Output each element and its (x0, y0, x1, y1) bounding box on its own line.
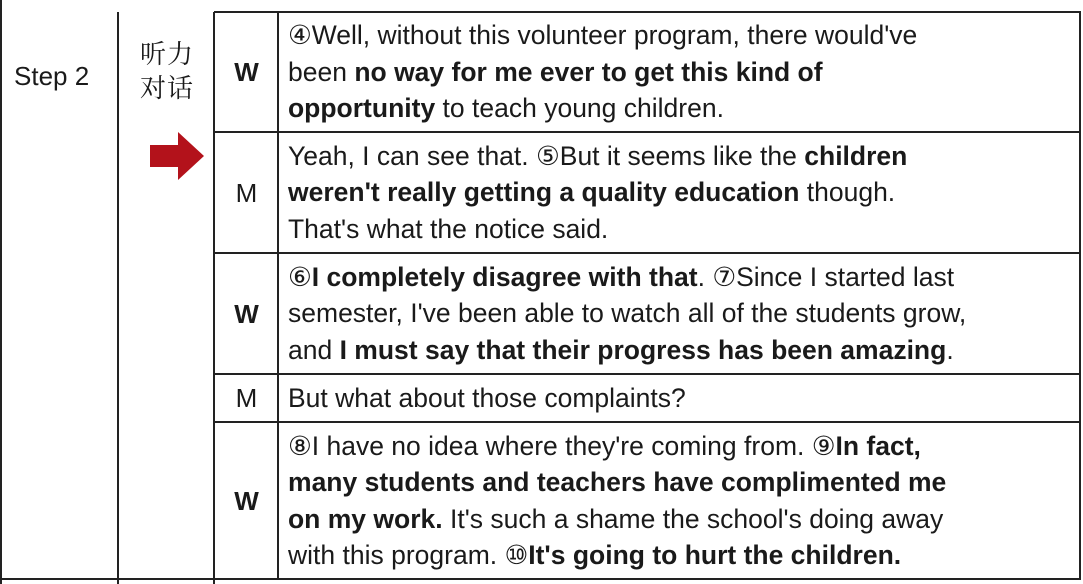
bold-phrase: I completely disagree with that (311, 261, 698, 292)
plain-phrase: ⑧I have no idea where they're coming from. ⑨ (288, 430, 836, 461)
dialogue-line (288, 380, 1078, 417)
plain-phrase: though. (799, 177, 896, 208)
plain-phrase: ④Well, without this volunteer program, there would've (288, 20, 918, 51)
right-border (1079, 12, 1081, 580)
plain-phrase: with this program. ⑩ (288, 540, 529, 570)
step-label: Step 2 (14, 61, 90, 91)
plain-phrase: But what about those complaints? (288, 382, 686, 413)
dialogue-line (288, 501, 1078, 538)
dialogue-line (288, 90, 1078, 127)
plain-phrase: ⑥ (288, 261, 312, 292)
row-divider (214, 421, 1081, 423)
plain-phrase: and (288, 334, 340, 365)
bold-phrase: children (804, 140, 908, 171)
dialogue-line (288, 211, 1078, 248)
bold-phrase: weren't really getting a quality education (288, 177, 800, 208)
plain-phrase: Yeah, I can see that. ⑤But it seems like the (288, 140, 805, 171)
section-label-line: 对话 (139, 74, 194, 104)
dialogue-line (288, 428, 1078, 465)
plain-phrase: to teach young children. (435, 93, 724, 124)
speaker-label: W (234, 485, 259, 516)
bold-phrase: It's going to hurt the children. (528, 540, 902, 570)
bold-phrase: many students and teachers have complimented me (288, 467, 947, 497)
bold-phrase: no way for me ever to get this kind of (354, 56, 823, 87)
speaker-label: W (234, 57, 259, 87)
dialogue-line (288, 537, 1078, 574)
section-label-line: 听力 (139, 40, 194, 70)
bold-phrase: on my work. (288, 503, 443, 534)
speaker-label: W (234, 298, 259, 329)
dialogue-line (288, 295, 1078, 332)
row-divider (214, 131, 1081, 133)
bold-phrase: opportunity (288, 93, 436, 124)
dialogue-line (288, 259, 1078, 296)
speaker-label: M (235, 383, 258, 413)
plain-phrase: . (946, 334, 954, 365)
bold-phrase: I must say that their progress has been amazing (339, 334, 947, 365)
speaker-column-divider (277, 12, 279, 580)
row-divider (214, 252, 1081, 254)
table-bottom-border (0, 578, 1081, 580)
dialogue-line (288, 174, 1078, 211)
plain-phrase: semester, I've been able to watch all of the students grow, (288, 298, 967, 329)
section-label (120, 38, 214, 106)
table-top-border (214, 11, 1081, 13)
plain-phrase: been (288, 56, 355, 87)
plain-phrase: It's such a shame the school's doing away (442, 503, 944, 534)
dialogue-line (288, 332, 1078, 369)
left-border (0, 0, 2, 584)
dialogue-line (288, 138, 1078, 175)
speaker-label: M (235, 177, 258, 208)
right-arrow-icon (148, 130, 206, 182)
plain-phrase: That's what the notice said. (288, 213, 609, 244)
bold-phrase: In fact, (835, 430, 921, 461)
dialogue-line (288, 464, 1078, 501)
plain-phrase: . ⑦Since I started last (697, 261, 955, 292)
step-column-divider (117, 12, 119, 584)
row-divider (214, 373, 1081, 375)
dialogue-line (288, 54, 1078, 91)
dialogue-line (288, 17, 1078, 54)
